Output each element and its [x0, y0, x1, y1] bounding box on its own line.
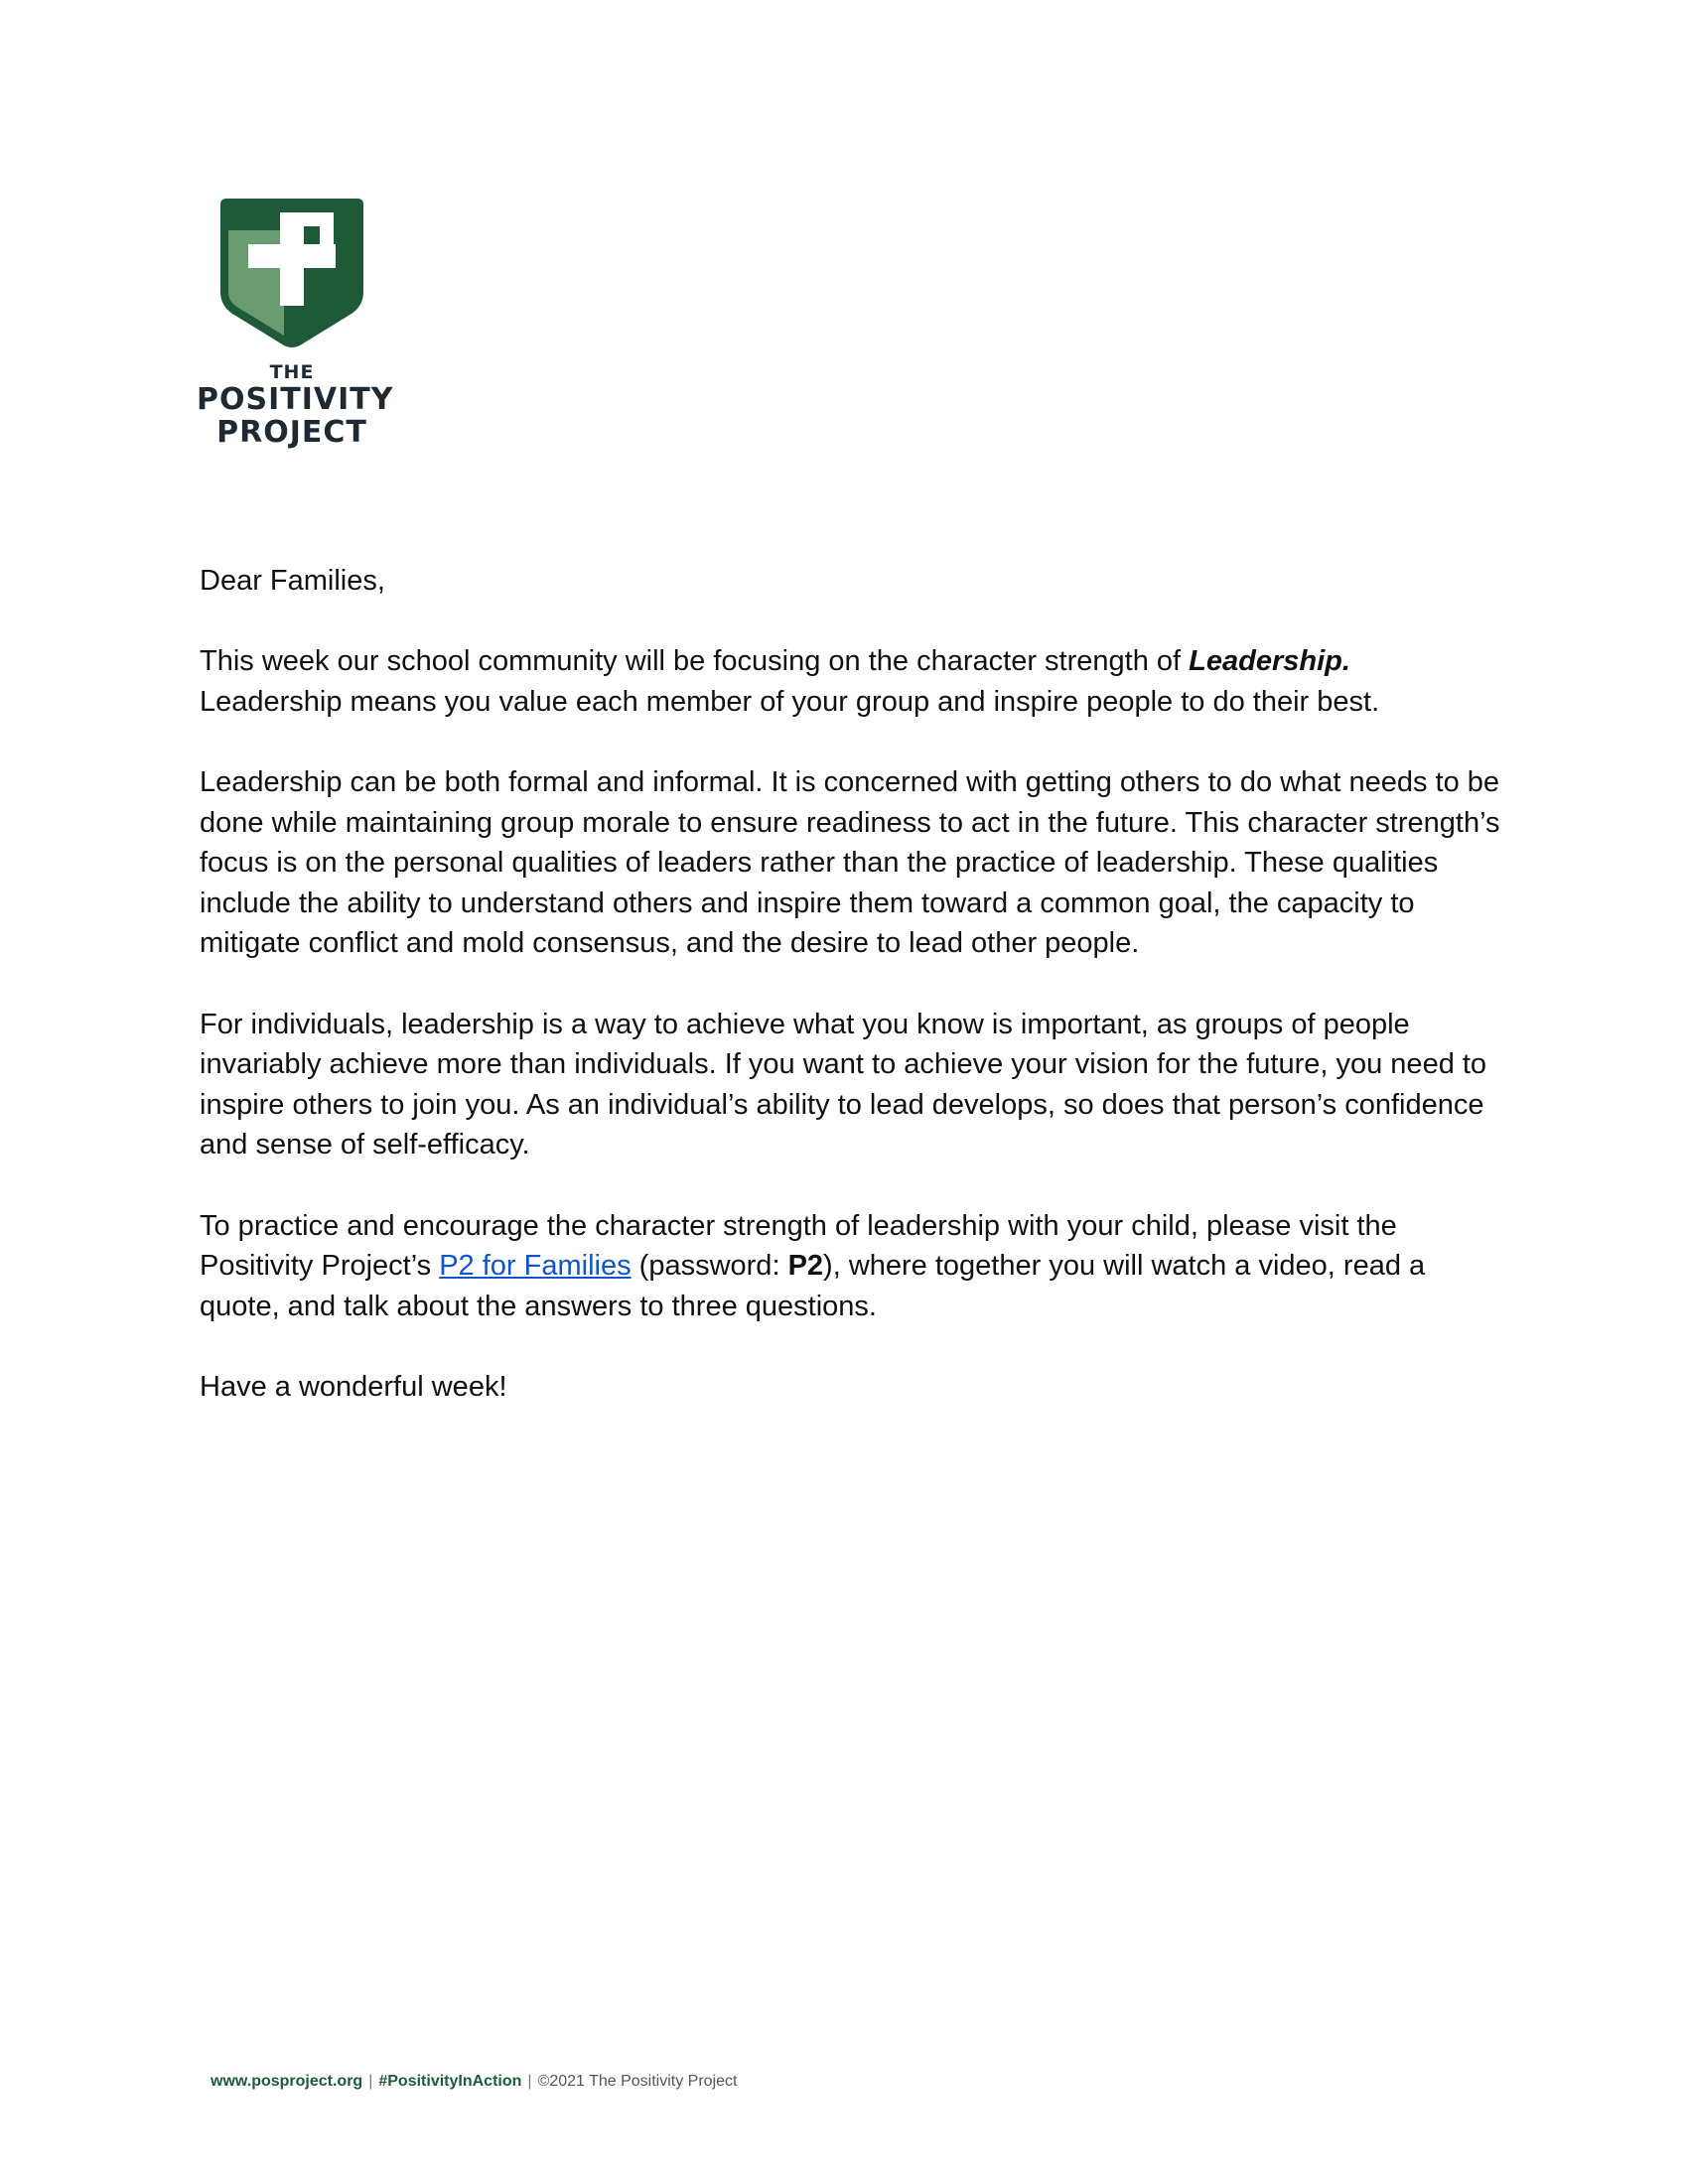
- practice-text-continued: ), where together you will watch a video, read a quote, and talk about the answers to three questions.: [200, 1250, 1426, 1322]
- logo-project: PROJECT: [216, 415, 367, 450]
- password-label: (password:: [631, 1250, 788, 1283]
- footer-separator: |: [368, 2073, 373, 2090]
- logo-the: THE: [269, 361, 315, 383]
- letter-body: [200, 561, 1500, 1447]
- logo: [197, 195, 394, 450]
- intro-text-continued: Leadership means you value each member of your group and inspire people to do their best.: [200, 685, 1380, 718]
- footer-hashtag: #PositivityInAction: [378, 2073, 522, 2090]
- intro-text: This week our school community will be focusing on the character strength of: [200, 645, 1190, 678]
- shield-cross-p-icon: [218, 195, 365, 349]
- password-value: P2: [787, 1250, 824, 1283]
- logo-positivity: POSITIVITY: [197, 382, 394, 417]
- paragraph-definition: Leadership can be both formal and informal. It is concerned with getting others to do what needs to be done while maintaining group morale to ensure readiness to act in the future. This character strength’s focus is on the personal qualities of leaders rather than the practice of leadership. These qualities include the ability to understand others and inspire them toward a common goal, the capacity to mitigate conflict and mold consensus, and the desire to lead other people.: [200, 765, 1500, 960]
- footer: [211, 2073, 737, 2091]
- greeting: Dear Families,: [200, 565, 385, 597]
- p2-for-families-link[interactable]: P2 for Families: [439, 1250, 632, 1283]
- footer-separator: |: [527, 2073, 532, 2090]
- paragraph-individuals: For individuals, leadership is a way to achieve what you know is important, as groups of people invariably achieve more than individuals. If you want to achieve your vision for the future, you need to inspire others to join you. As an individual’s ability to lead develops, so does that person’s confidence and sense of self-efficacy.: [200, 1008, 1487, 1161]
- paragraph-intro: [200, 641, 1500, 722]
- footer-website[interactable]: www.posproject.org: [211, 2073, 363, 2090]
- paragraph-practice: [200, 1206, 1500, 1327]
- closing: Have a wonderful week!: [200, 1370, 507, 1403]
- practice-text: To practice and encourage the character strength of leadership with your child, please visit the Positivity Project’s: [200, 1209, 1397, 1283]
- footer-copyright: ©2021 The Positivity Project: [537, 2073, 738, 2090]
- focus-word: Leadership.: [1189, 645, 1350, 678]
